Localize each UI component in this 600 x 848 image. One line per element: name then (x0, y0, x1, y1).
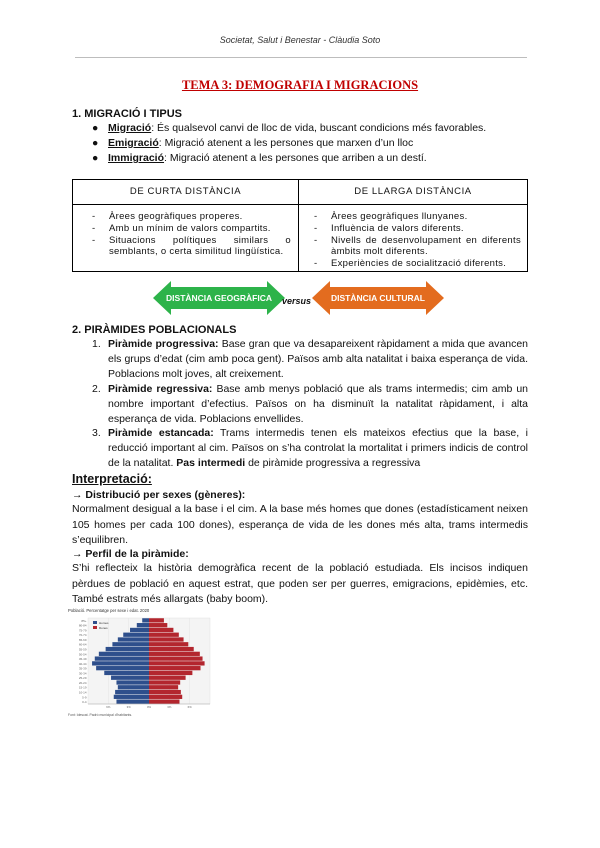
age-tick-label: 80-84 (78, 623, 87, 628)
male-bar (116, 680, 149, 684)
document-title-text: TEMA 3: DEMOGRAFIA I MIGRACIONS (181, 78, 419, 92)
bullet-text: : Migració atenent a les persones que arriben a un destí. (164, 152, 427, 164)
bullet-term: Immigració (108, 152, 165, 164)
male-bar (130, 628, 149, 632)
bullet-emigracio (92, 136, 413, 151)
female-bar (149, 685, 178, 689)
legend-swatch-female (93, 626, 97, 629)
male-bar (99, 652, 149, 656)
male-bar (118, 685, 149, 689)
item-term-2: Pas intermedi (176, 456, 246, 469)
list-item: - Situacions polítiques similars o semblants, o certa similitud lingüística. (87, 235, 291, 259)
item-desc: Base gran que va desapareixent ràpidament a mida que avancen els grups d’edat (cim amb poca gent). Països amb alta natalitat i baixa esperança de vida. Poblacions molt joves, alt creixement. (108, 338, 528, 380)
bullet-text: : És qualsevol canvi de lloc de vida, buscant condicions més favorables. (151, 122, 487, 134)
male-bar (118, 637, 149, 641)
x-tick-label: 6% (106, 705, 111, 709)
age-tick-label: 25-29 (78, 676, 87, 681)
female-bar (149, 695, 182, 699)
age-tick-label: 20-24 (78, 680, 87, 685)
age-tick-label: 65-69 (78, 637, 87, 642)
female-bar (149, 623, 167, 627)
bullet-dot: ● (92, 137, 99, 149)
pyramid-type-regressive (92, 382, 528, 426)
pyramid-profile-subheading: → Perfil de la piràmide: (72, 548, 189, 560)
item-term: Piràmide estancada: (108, 427, 214, 439)
female-bar (149, 676, 186, 680)
section1-heading: 1. MIGRACIÓ I TIPUS (72, 108, 183, 120)
male-bar (142, 618, 149, 622)
cultural-distance-label: DISTÀNCIA CULTURAL (331, 293, 425, 303)
age-tick-label: 45-49 (78, 657, 87, 662)
distance-table (72, 179, 528, 272)
male-bar (96, 666, 149, 670)
geographic-distance-arrow (153, 281, 285, 315)
age-tick-label: 55-59 (78, 647, 87, 652)
age-tick-label: 5-9 (82, 695, 87, 700)
population-pyramid-svg (66, 606, 214, 718)
age-tick-label: 40-44 (78, 661, 87, 666)
item-text (108, 337, 528, 381)
female-bar (149, 661, 205, 665)
sex-distribution-paragraph: Normalment desigual a la base i el cim. A la base més homes que dones (estadísticament neixen 105 homes per cada 100 dones), esperança de vida de les dones més alta, trams intermedis s’equilibren. (72, 503, 528, 546)
item-term: Piràmide progressiva: (108, 338, 219, 350)
table-header-long: DE LLARGA DISTÀNCIA (354, 186, 472, 197)
legend-label-male: Homes (99, 620, 109, 625)
table-header-short: DE CURTA DISTÀNCIA (129, 186, 242, 197)
male-bar (104, 671, 149, 675)
bullet-migracio (92, 121, 486, 136)
list-item: - Nivells de desenvolupament en diferents àmbits molt diferents. (309, 235, 521, 259)
male-bar (123, 633, 149, 637)
female-bar (149, 671, 192, 675)
x-tick-label: 0% (146, 705, 152, 709)
chart-title: Població. Percentatge per sexe i edat. 2020 (68, 608, 150, 613)
x-tick-label: 6% (187, 705, 192, 709)
male-bar (111, 676, 149, 680)
male-bar (112, 642, 149, 646)
item-number: 3. (92, 427, 101, 439)
page-header: Societat, Salut i Benestar - Clàudia Soto (219, 35, 381, 45)
item-text (108, 426, 528, 470)
age-tick-label: 60-64 (78, 642, 87, 647)
item-desc: Trams intermedis tenen els mateixos efectius que la base, i reducció important al cim. Països on s’ha controlat la mortalitat i primers indicis de control de la natalitat. (108, 427, 528, 469)
population-pyramid-chart (66, 606, 214, 718)
age-tick-label: 35-39 (78, 666, 87, 671)
versus-label: versus (282, 296, 312, 306)
age-tick-label: 75-79 (78, 628, 87, 633)
item-number: 1. (92, 338, 101, 350)
geographic-distance-label: DISTÀNCIA GEOGRÀFICA (166, 293, 272, 303)
item-text (108, 382, 528, 426)
male-bar (114, 695, 149, 699)
long-distance-list (309, 211, 521, 270)
female-bar (149, 652, 200, 656)
female-bar (149, 647, 194, 651)
chart-source: Font: Idescat. Padró municipal d’habitants. (68, 713, 133, 717)
male-bar (115, 690, 149, 694)
bullet-text: : Migració atenent a les persones que marxen d’un lloc (158, 137, 414, 149)
female-bar (149, 618, 164, 622)
age-tick-label: 15-19 (78, 685, 87, 690)
bullet-dot: ● (92, 122, 99, 134)
legend-label-female: Dones (99, 625, 108, 630)
age-tick-label: 85+ (81, 618, 87, 623)
age-tick-label: 70-74 (78, 633, 87, 638)
bullet-dot: ● (92, 152, 99, 164)
list-item: - Àrees geogràfiques llunyanes. (309, 211, 521, 223)
age-tick-label: 30-34 (78, 671, 87, 676)
item-desc: Base amb menys població que als trams intermedis; cim amb un nombre important d’efectius. Països on ha disminuït la natalitat ràpidament, i alta esperança de vida. Poblacions envellides. (108, 383, 529, 425)
male-bar (106, 647, 149, 651)
list-item: - Àrees geogràfiques properes. (87, 211, 291, 223)
bullet-term: Emigració (108, 137, 159, 149)
pyramid-profile-paragraph: S’hi reflecteix la història demogràfica recent de la població estudiada. Els incisos indiquen pèrdues de població en aquest estrat, que poden ser per guerres, emigracions, epidèmies, etc. També estrats més allargats (baby boom). (72, 562, 528, 605)
section2-heading: 2. PIRÀMIDES POBLACIONALS (72, 324, 237, 336)
female-bar (149, 680, 180, 684)
age-tick-label: 50-54 (78, 652, 87, 657)
sex-distribution-subheading: → Distribució per sexes (gèneres): (72, 489, 246, 501)
short-distance-list (87, 211, 291, 258)
female-bar (149, 637, 184, 641)
legend-swatch-male (93, 621, 97, 624)
item-number: 2. (92, 383, 101, 395)
female-bar (149, 633, 179, 637)
table-header-rule (73, 204, 527, 205)
female-bar (149, 699, 180, 703)
age-tick-label: 0-4 (82, 700, 87, 705)
male-bar (92, 661, 149, 665)
bullet-immigracio (92, 151, 427, 166)
list-item: - Experiències de socialització diferents. (309, 258, 521, 270)
interpretation-heading: Interpretació: (72, 472, 152, 486)
male-bar (137, 623, 149, 627)
item-desc-2: de piràmide progressiva a regressiva (245, 456, 421, 469)
female-bar (149, 690, 181, 694)
female-bar (149, 656, 203, 660)
female-bar (149, 666, 201, 670)
list-item: - Influència de valors diferents. (309, 223, 521, 235)
x-tick-label: 3% (126, 705, 131, 709)
cultural-distance-arrow (312, 281, 444, 315)
list-item: - Amb un mínim de valors compartits. (87, 223, 291, 235)
age-tick-label: 10-14 (78, 690, 87, 695)
male-bar (116, 699, 149, 703)
document-title (0, 78, 600, 93)
header-rule (75, 57, 527, 58)
item-term: Piràmide regressiva: (108, 383, 213, 395)
pyramid-type-stagnant (92, 426, 528, 470)
male-bar (95, 656, 149, 660)
bullet-term: Migració (108, 122, 152, 134)
x-tick-label: 3% (167, 705, 172, 709)
pyramid-type-progressive (92, 337, 528, 381)
female-bar (149, 628, 173, 632)
female-bar (149, 642, 188, 646)
